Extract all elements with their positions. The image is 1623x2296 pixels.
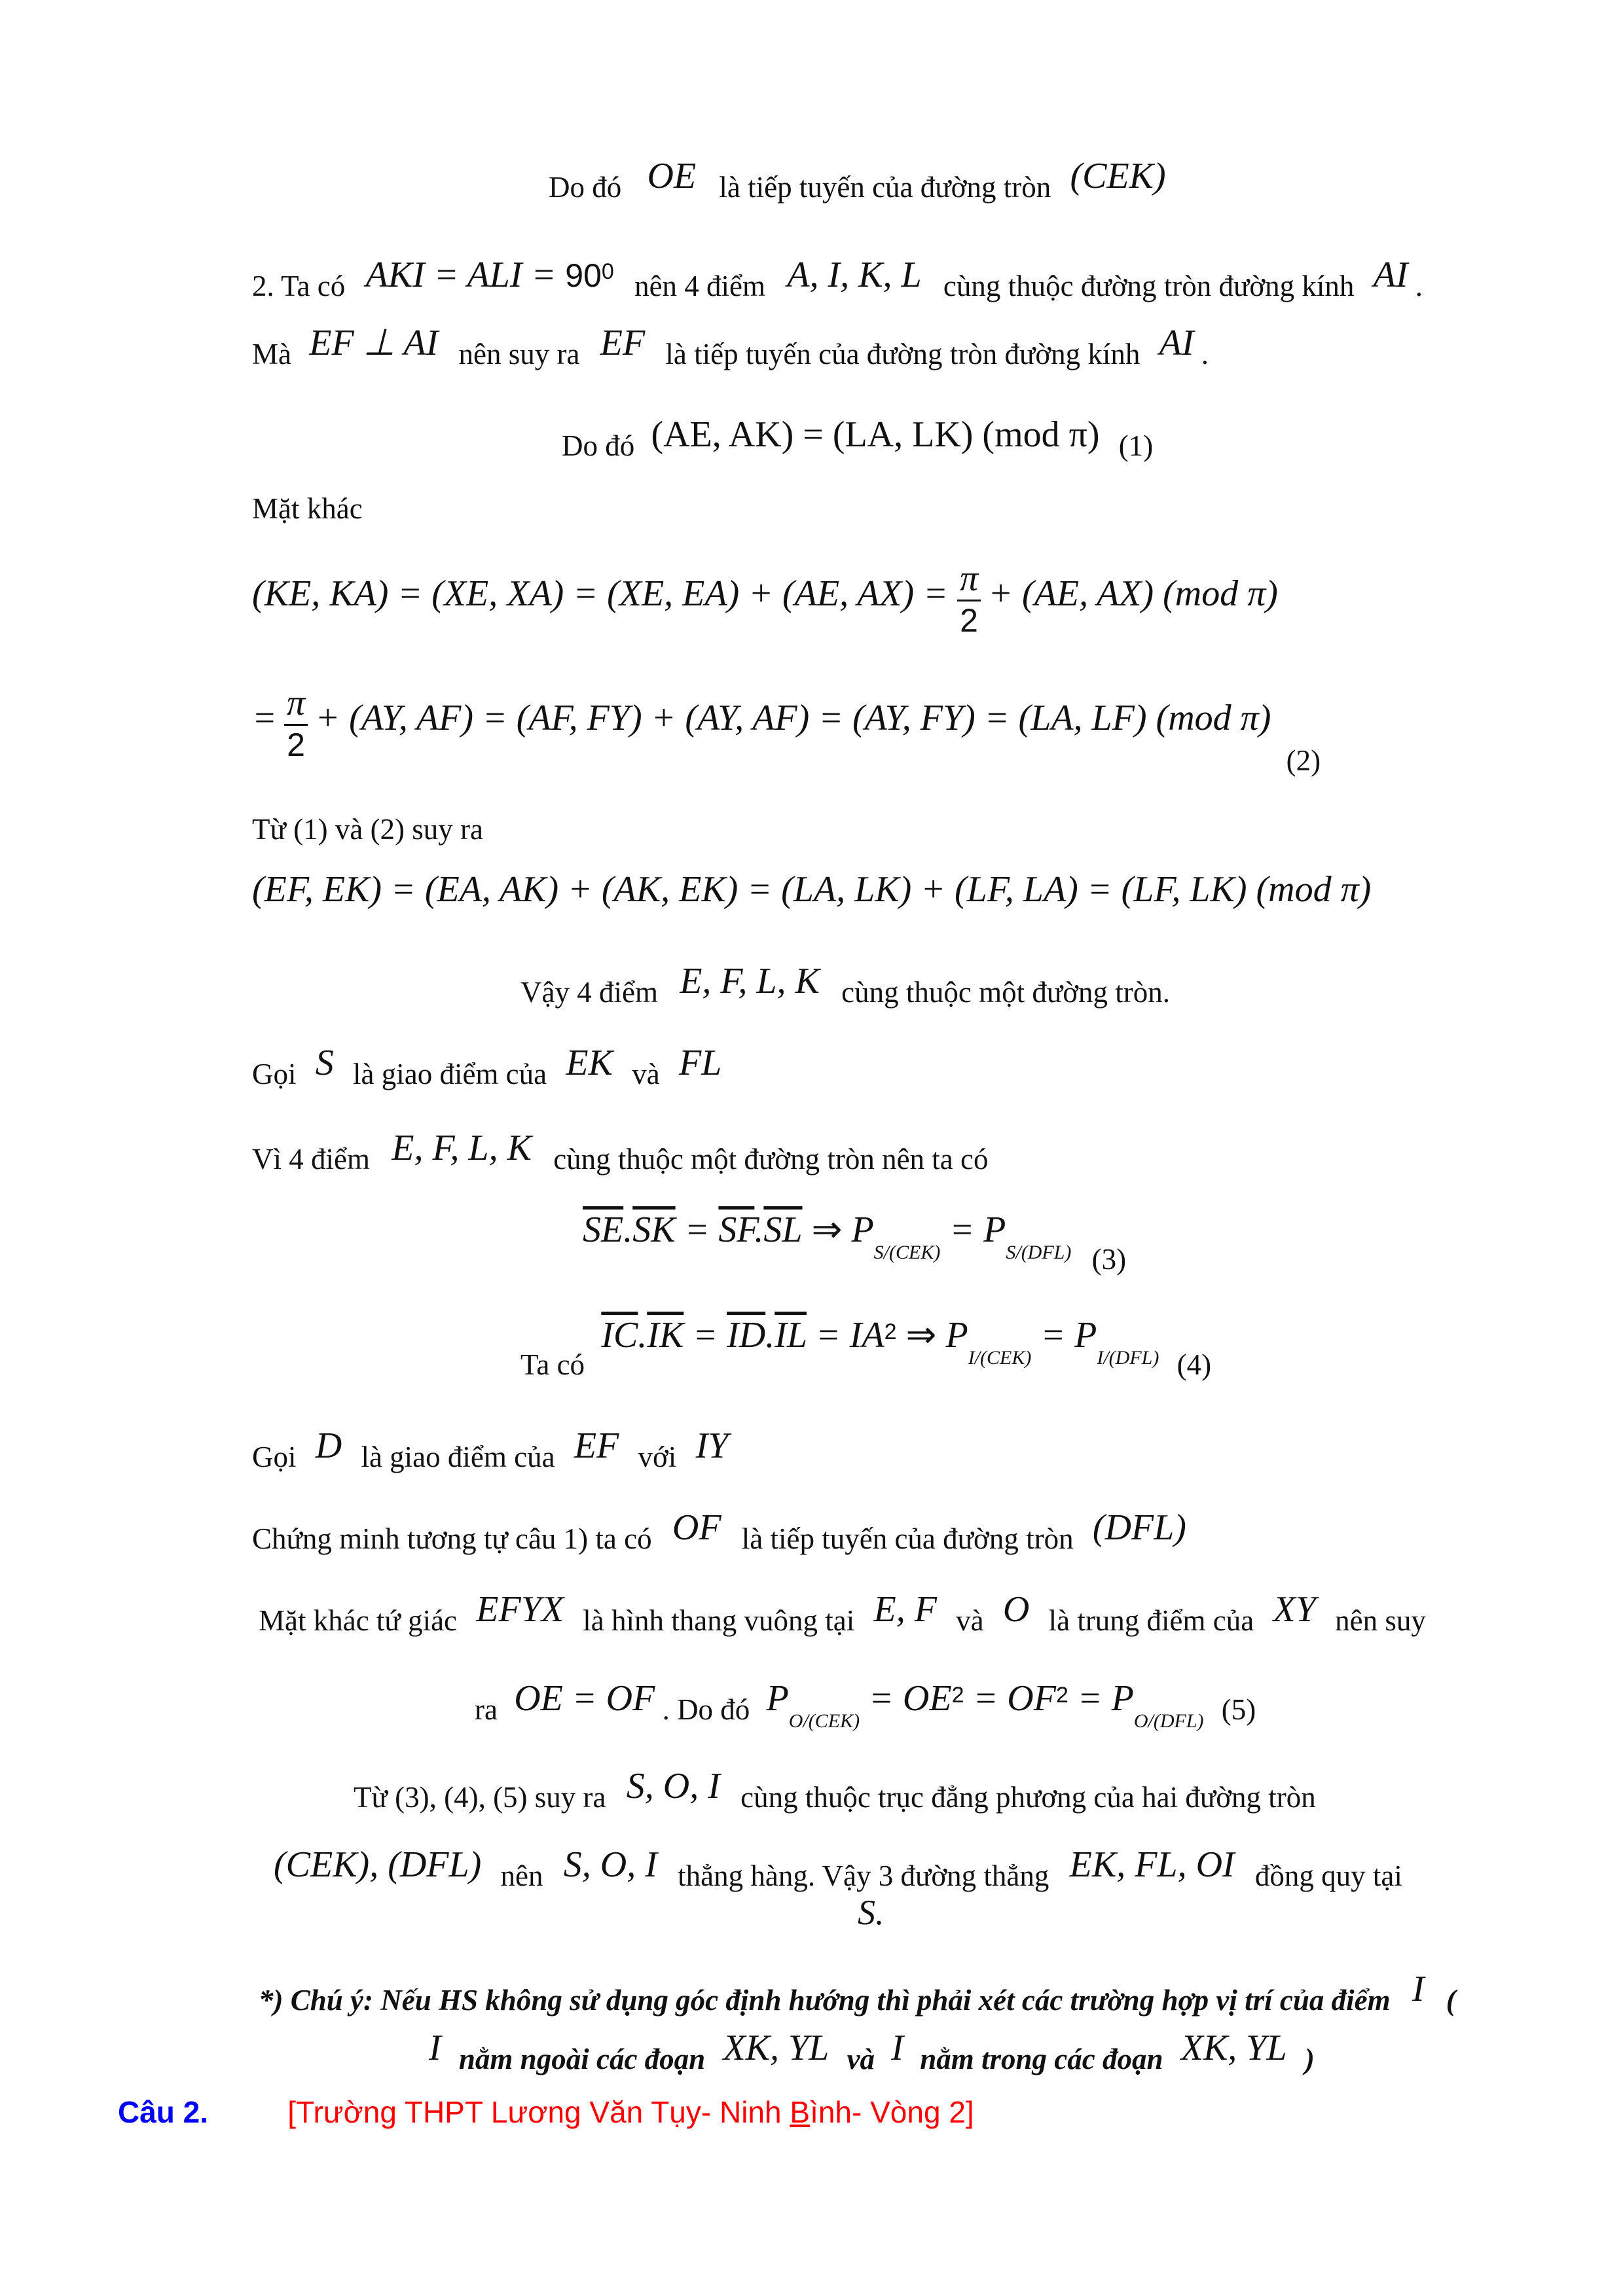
line-8	[252, 812, 483, 847]
source-underlined: B	[790, 2095, 811, 2129]
text: là giao điểm của	[353, 1058, 547, 1090]
text: với	[638, 1441, 677, 1473]
math-ik: $\overline{IK}$	[647, 1315, 684, 1355]
text: là tiếp tuyến của đường tròn	[719, 171, 1051, 204]
text: thẳng hàng. Vậy 3 đường thẳng	[678, 1859, 1049, 1892]
text: Vì 4 điểm	[252, 1143, 370, 1175]
text: Mặt khác tứ giác	[259, 1604, 458, 1637]
line-9	[252, 869, 1372, 921]
source-part: ình- Vòng 2]	[810, 2095, 974, 2129]
two: 2	[287, 726, 305, 763]
two: 2	[960, 602, 978, 639]
math-ef-perp-ai: EF ⊥ AI	[309, 323, 439, 363]
math-se: $\overline{SE}$	[583, 1210, 624, 1250]
math-of: OF	[1007, 1678, 1056, 1719]
math-sl: $\overline{SL}$	[763, 1210, 803, 1250]
math-s-o-i: S, O, I	[563, 1844, 657, 1885]
text: nên suy ra	[458, 338, 580, 370]
math-of: OF	[672, 1507, 721, 1548]
math-oe-eq-of: OE = OF	[514, 1678, 655, 1719]
text: Do đó	[549, 171, 622, 204]
math-i: I	[1412, 1969, 1425, 2009]
sub: O/(DFL)	[1133, 1710, 1204, 1732]
math-d: D	[315, 1426, 342, 1466]
text: Vậy 4 điểm	[520, 976, 658, 1009]
math-id: $\overline{ID}$	[727, 1315, 766, 1355]
math-p: P	[851, 1210, 874, 1250]
line-4	[562, 414, 1154, 466]
math-ef: EF	[574, 1426, 619, 1466]
math-p: P	[766, 1678, 789, 1719]
ref-3: (3)	[1091, 1243, 1127, 1276]
math-ai: AI	[1159, 323, 1194, 363]
sub: I/(DFL)	[1097, 1347, 1159, 1369]
line-10	[520, 961, 1171, 1013]
line-3: Mà EF ⊥ AI nên suy ra EF là tiếp tuyến của đường tròn đường kính AI .	[252, 323, 1209, 370]
pi: π	[284, 685, 308, 726]
sub: O/(CEK)	[788, 1710, 860, 1732]
math-p: P	[983, 1210, 1006, 1250]
math-ek: EK	[566, 1043, 613, 1083]
math-eq3b: + (AY, AF) = (AF, FY) + (AY, AF) = (AY, FY) = (LA, LF) (mod π)	[315, 697, 1271, 738]
math-ef: EF	[600, 323, 646, 363]
math-xk-yl: XK, YL	[723, 2028, 830, 2068]
math-e-f: E, F	[873, 1589, 937, 1630]
math-lines: EK, FL, OI	[1069, 1844, 1235, 1885]
line-11	[252, 1043, 722, 1094]
math-ia: IA	[849, 1315, 884, 1355]
pi: π	[957, 560, 981, 601]
fraction-pi-2	[957, 560, 981, 637]
ref-1: (1)	[1118, 429, 1154, 462]
text: là tiếp tuyến của đường tròn đường kính	[665, 338, 1140, 370]
math-circles: (CEK), (DFL)	[274, 1844, 482, 1885]
math-dfl: (DFL)	[1092, 1507, 1186, 1548]
math-iy: IY	[695, 1426, 729, 1466]
question-source	[287, 2095, 974, 2129]
math-p: P	[945, 1315, 968, 1355]
note-text: và	[847, 2043, 875, 2075]
text: và	[956, 1604, 984, 1637]
math-o: O	[1002, 1589, 1030, 1630]
source-part: [Trường THPT Lương Văn Tụy- Ninh	[287, 2095, 790, 2129]
text: cùng thuộc một đường tròn.	[841, 976, 1171, 1009]
line-6	[252, 558, 1278, 646]
text: là tiếp tuyến của đường tròn	[741, 1522, 1074, 1555]
math-eq2a: (KE, KA) = (XE, XA) = (XE, EA) + (AE, AX) =	[252, 573, 957, 614]
note-line-1	[259, 1969, 1456, 2020]
math-oe: OE	[647, 156, 697, 196]
line-13: $\overline{SE}.\overline{SK} = \overline{SF}.\overline{SL}$ ⇒ $P_{S/(CEK)} = P_{S/(DFL)}$ (3)	[583, 1210, 1127, 1276]
text: cùng thuộc đường tròn đường kính	[943, 270, 1355, 302]
text: S.	[858, 1893, 884, 1932]
line-20	[274, 1844, 1402, 1896]
line-17	[259, 1589, 1426, 1641]
text: Do đó	[562, 429, 635, 462]
line-12	[252, 1128, 989, 1179]
math-eq1: (AE, AK) = (LA, LK) (mod π)	[651, 414, 1100, 455]
text: . Do đó	[662, 1693, 750, 1726]
math-xk-yl: XK, YL	[1180, 2028, 1287, 2068]
text: Từ (1) và (2) suy ra	[252, 813, 484, 846]
line-5	[252, 491, 363, 526]
text: và	[632, 1058, 660, 1090]
line-19	[354, 1766, 1316, 1818]
math-ic: $\overline{IC}$	[601, 1315, 638, 1355]
line-15	[252, 1426, 729, 1477]
text: 2. Ta có	[252, 270, 346, 302]
text: Từ (3), (4), (5) suy ra	[354, 1781, 606, 1814]
math-sf: $\overline{SF}$	[718, 1210, 755, 1250]
line-16	[252, 1507, 1186, 1559]
question-label: Câu 2.	[118, 2095, 209, 2129]
math-eflk: E, F, L, K	[680, 961, 820, 1001]
math-angles: AKI = ALI =	[365, 255, 566, 295]
sub: S/(DFL)	[1006, 1242, 1072, 1263]
square: 2	[884, 1319, 897, 1344]
math-p: P	[1111, 1678, 1134, 1719]
text: là hình thang vuông tại	[583, 1604, 855, 1637]
text: nên	[500, 1859, 543, 1892]
text: Mặt khác	[252, 492, 363, 525]
math-il: $\overline{IL}$	[775, 1315, 807, 1355]
text: Gọi	[252, 1058, 297, 1090]
line-1	[549, 156, 1166, 207]
ref-2: (2)	[1286, 744, 1321, 777]
math-xy: XY	[1273, 1589, 1316, 1630]
ref-5: (5)	[1221, 1693, 1256, 1726]
math-sk: $\overline{SK}$	[632, 1210, 676, 1250]
math-i: I	[429, 2028, 441, 2068]
text: Chứng minh tương tự câu 1) ta có	[252, 1522, 652, 1555]
math-aikl: A, I, K, L	[787, 255, 922, 295]
note-text: nằm trong các đoạn	[920, 2043, 1163, 2075]
text: nên suy	[1335, 1604, 1426, 1637]
fraction-pi-2	[284, 685, 308, 761]
text: đồng quy tại	[1254, 1859, 1402, 1892]
math-degree: 0	[601, 259, 614, 284]
math-oe: OE	[902, 1678, 952, 1719]
text: ra	[475, 1693, 498, 1726]
math-fl: FL	[678, 1043, 722, 1083]
text: Mà	[252, 338, 291, 370]
note-text: *) Chú ý: Nếu HS không sử dụng góc định hướng thì phải xét các trường hợp vị trí của điểm	[259, 1984, 1391, 2017]
text: cùng thuộc một đường tròn nên ta có	[553, 1143, 989, 1175]
question-heading	[118, 2094, 974, 2130]
text: Ta có	[520, 1348, 585, 1381]
math-efyx: EFYX	[476, 1589, 564, 1630]
text: Gọi	[252, 1441, 297, 1473]
line-18: ra OE = OF . Do đó $P_{O/(CEK)} = OE^2 = OF^2 = P_{O/(DFL)}$ (5)	[475, 1678, 1256, 1732]
math-s: S	[315, 1043, 334, 1083]
note-text: (	[1446, 1984, 1456, 2017]
note-line-2	[429, 2028, 1315, 2079]
math-eq2b: + (AE, AX) (mod π)	[988, 573, 1278, 614]
square: 2	[951, 1683, 964, 1708]
math-90: 90	[565, 257, 602, 294]
sub: I/(CEK)	[968, 1347, 1032, 1369]
line-2: 2. Ta có AKI = ALI = $90^0$ nên 4 điểm A, I, K, L cùng thuộc đường tròn đường kính AI .	[252, 255, 1423, 302]
text: cùng thuộc trục đẳng phương của hai đường tròn	[740, 1781, 1316, 1814]
sub: S/(CEK)	[873, 1242, 941, 1263]
text: là giao điểm của	[361, 1441, 555, 1473]
ref-4: (4)	[1176, 1348, 1212, 1381]
note-text: )	[1304, 2043, 1315, 2075]
note-text: nằm ngoài các đoạn	[458, 2043, 706, 2075]
line-21	[858, 1892, 884, 1934]
math-eflk: E, F, L, K	[392, 1128, 532, 1168]
math-ai: AI	[1373, 255, 1408, 295]
text: là trung điểm của	[1048, 1604, 1254, 1637]
math-eq4: (EF, EK) = (EA, AK) + (AK, EK) = (LA, LK) + (LF, LA) = (LF, LK) (mod π)	[252, 869, 1372, 910]
math-eq3a: =	[252, 697, 277, 738]
math-s-o-i: S, O, I	[626, 1766, 720, 1806]
line-7	[252, 683, 1321, 777]
math-cek: (CEK)	[1070, 156, 1166, 196]
text: nên 4 điểm	[634, 270, 766, 302]
square: 2	[1055, 1683, 1068, 1708]
line-14: Ta có $\overline{IC}.\overline{IK} = \overline{ID}.\overline{IL} = IA^2$ ⇒ $P_{I/(CEK)} = P_{I/(DFL)}$ (4)	[520, 1315, 1212, 1381]
math-i: I	[891, 2028, 903, 2068]
math-p: P	[1074, 1315, 1097, 1355]
